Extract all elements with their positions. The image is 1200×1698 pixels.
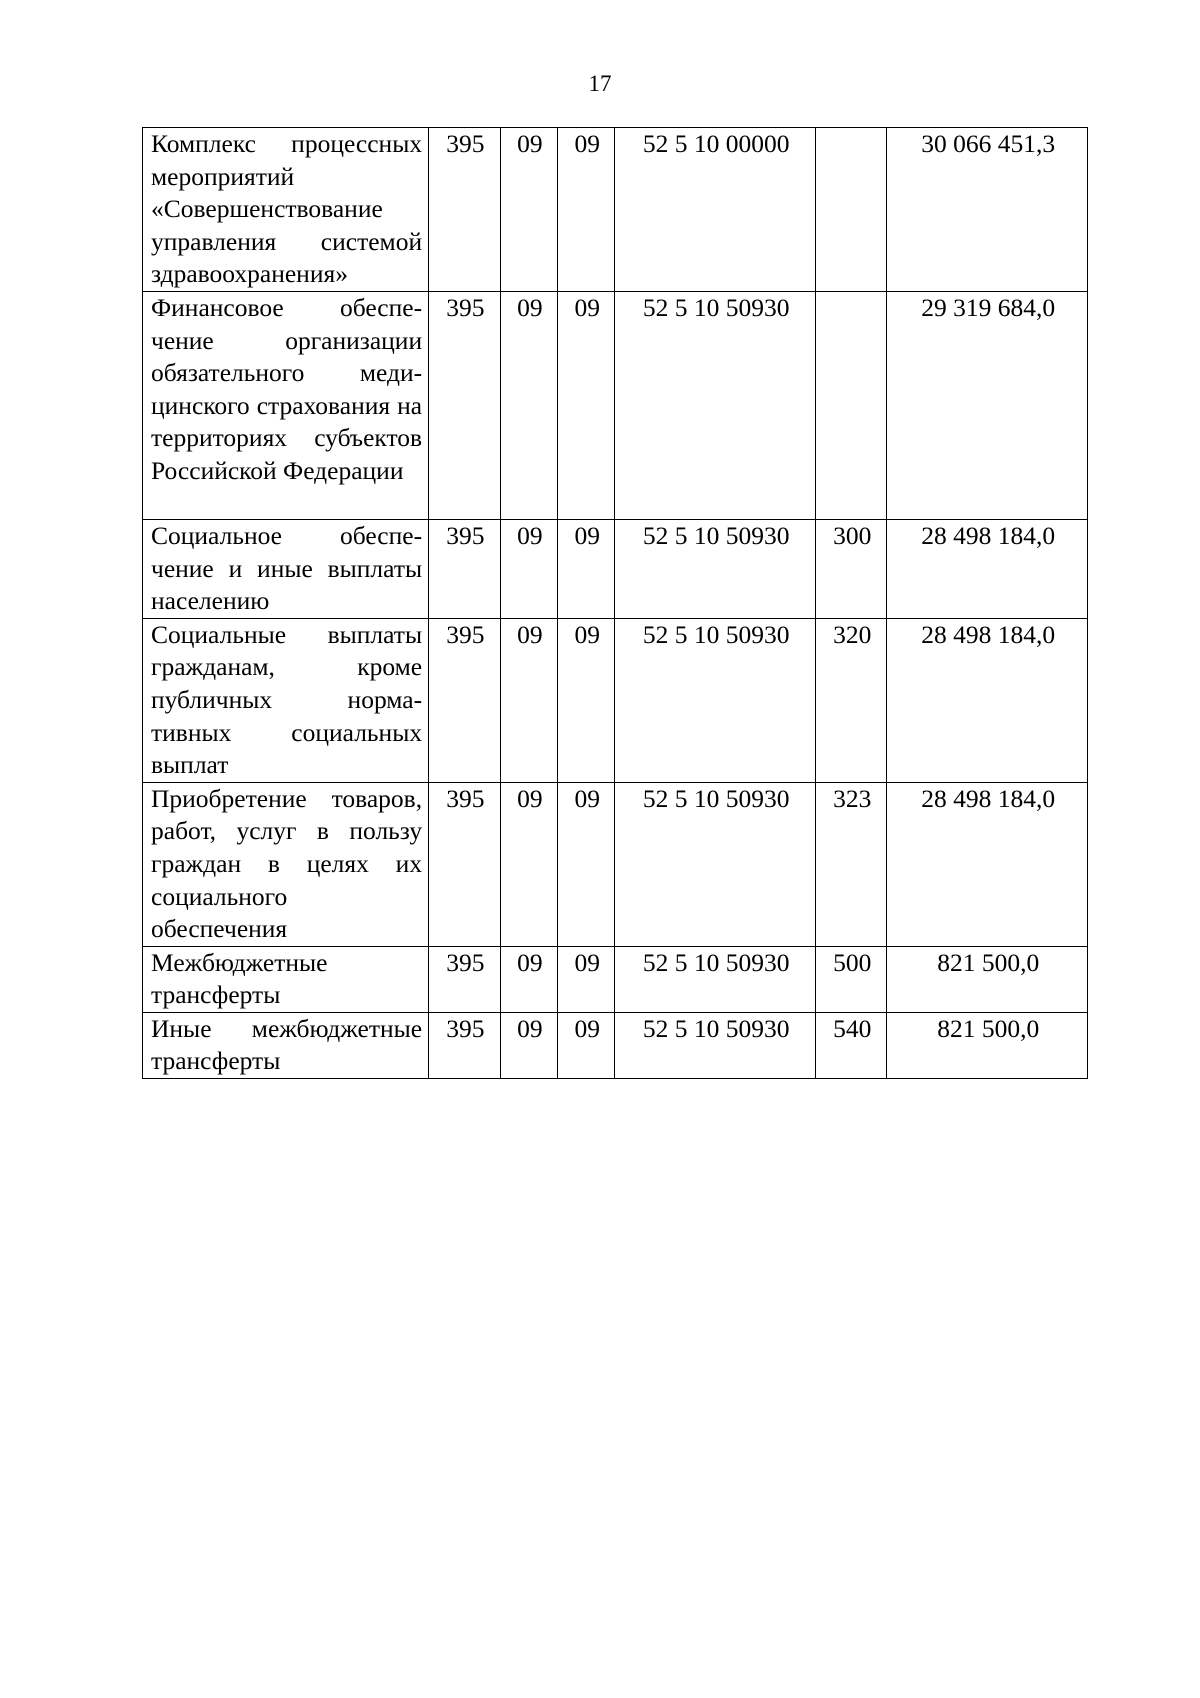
target-article-code: 52 5 10 50930	[615, 618, 815, 782]
table-row	[143, 519, 1088, 618]
subsection-code: 09	[558, 519, 615, 618]
table-row	[143, 291, 1088, 519]
amount-value: 821 500,0	[887, 1012, 1088, 1078]
target-article-code: 52 5 10 50930	[615, 1012, 815, 1078]
subsection-code: 09	[558, 291, 615, 519]
expense-type-code: 500	[815, 946, 887, 1012]
table-row	[143, 782, 1088, 946]
ministry-code: 395	[429, 782, 501, 946]
subsection-code: 09	[558, 1012, 615, 1078]
target-article-code: 52 5 10 50930	[615, 291, 815, 519]
ministry-code: 395	[429, 1012, 501, 1078]
section-code: 09	[500, 618, 557, 782]
subsection-code: 09	[558, 782, 615, 946]
ministry-code: 395	[429, 128, 501, 292]
table-row	[143, 618, 1088, 782]
expense-type-code	[815, 291, 887, 519]
subsection-code: 09	[558, 128, 615, 292]
amount-value: 30 066 451,3	[887, 128, 1088, 292]
row-name: Иные межбюджетные трансферты	[143, 1012, 429, 1078]
amount-value: 28 498 184,0	[887, 782, 1088, 946]
section-code: 09	[500, 946, 557, 1012]
amount-value: 28 498 184,0	[887, 519, 1088, 618]
target-article-code: 52 5 10 50930	[615, 519, 815, 618]
table-row	[143, 946, 1088, 1012]
section-code: 09	[500, 519, 557, 618]
row-name: Социальное обеспечение и иные выплаты населению	[143, 519, 429, 618]
expense-type-code	[815, 128, 887, 292]
section-code: 09	[500, 291, 557, 519]
subsection-code: 09	[558, 946, 615, 1012]
page-number: 17	[588, 71, 612, 96]
ministry-code: 395	[429, 291, 501, 519]
section-code: 09	[500, 1012, 557, 1078]
target-article-code: 52 5 10 50930	[615, 782, 815, 946]
expense-type-code: 540	[815, 1012, 887, 1078]
row-name: Межбюджетные трансферты	[143, 946, 429, 1012]
table-row	[143, 1012, 1088, 1078]
table-row	[143, 128, 1088, 292]
row-name: Приобретение товаров, работ, услуг в пользу граждан в целях их социального обеспечения	[143, 782, 429, 946]
amount-value: 821 500,0	[887, 946, 1088, 1012]
ministry-code: 395	[429, 519, 501, 618]
row-name: Комплекс процессных мероприятий «Совершенствование управления системой здравоохранения»	[143, 128, 429, 292]
subsection-code: 09	[558, 618, 615, 782]
ministry-code: 395	[429, 946, 501, 1012]
target-article-code: 52 5 10 50930	[615, 946, 815, 1012]
target-article-code: 52 5 10 00000	[615, 128, 815, 292]
amount-value: 28 498 184,0	[887, 618, 1088, 782]
section-code: 09	[500, 782, 557, 946]
ministry-code: 395	[429, 618, 501, 782]
expense-type-code: 320	[815, 618, 887, 782]
amount-value: 29 319 684,0	[887, 291, 1088, 519]
expense-type-code: 323	[815, 782, 887, 946]
budget-table	[142, 127, 1088, 1079]
row-name: Социальные выплаты гражданам, кроме публичных нормативных социальных выплат	[143, 618, 429, 782]
section-code: 09	[500, 128, 557, 292]
expense-type-code: 300	[815, 519, 887, 618]
row-name: Финансовое обеспечение организации обязательного медицинского страхования на территориях субъектов Российской Федерации	[143, 291, 429, 519]
